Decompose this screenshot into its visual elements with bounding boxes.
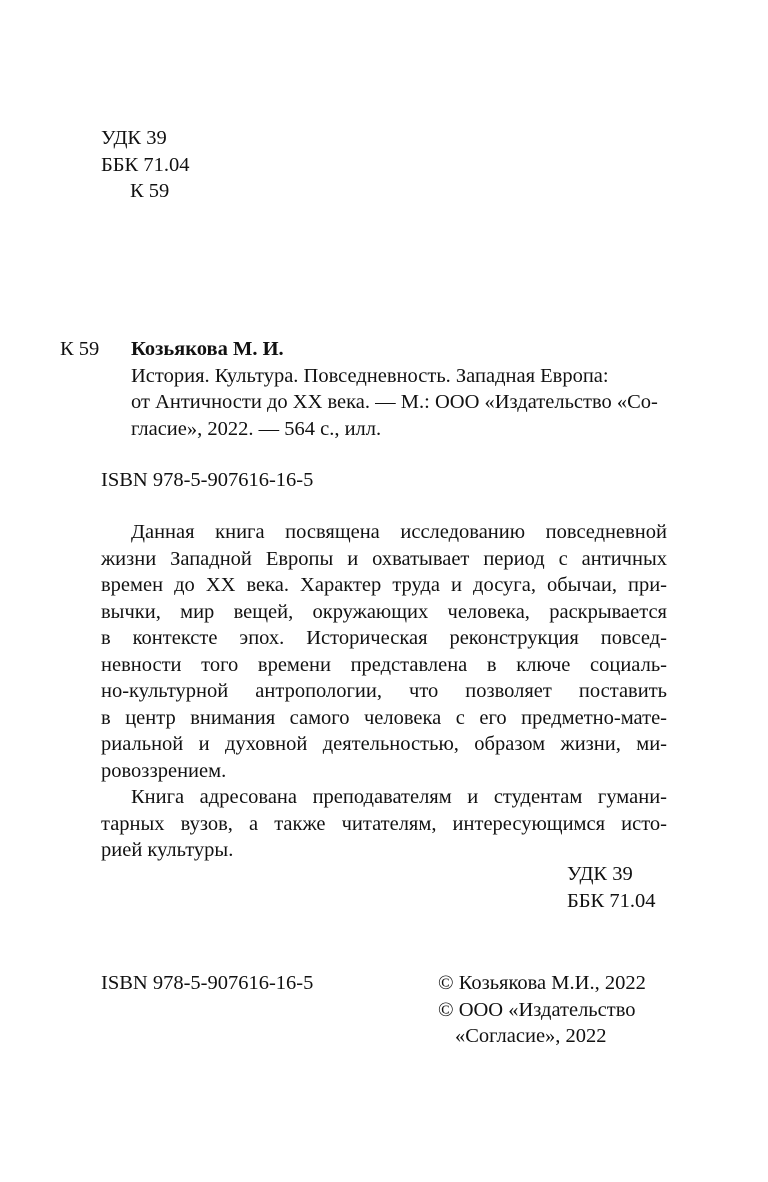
catalog-author-mark: К 59 — [60, 338, 100, 360]
copyright-publisher-cont: «Согласие», 2022 — [455, 1025, 607, 1047]
entry-line: гласие», 2022. — 564 с., илл. — [131, 417, 382, 440]
abstract-line: но-культурной антропологии, что позволяет поставить — [101, 680, 667, 702]
udk-code: УДК 39 — [101, 127, 167, 149]
abstract-line: ровоззрением. — [101, 759, 227, 782]
isbn-top: ISBN 978-5-907616-16-5 — [101, 469, 314, 491]
udk-code: УДК 39 — [567, 863, 633, 885]
entry-line: История. Культура. Повседневность. Западная Европа: — [131, 364, 609, 387]
abstract-line: в центр внимания самого человека с его предметно-мате- — [101, 706, 667, 729]
abstract-line: риальной и духовной деятельностью, образом жизни, ми- — [101, 733, 667, 755]
abstract-line: времен до XX века. Характер труда и досуга, обычаи, при- — [101, 574, 667, 596]
abstract-line: невности того времени представлена в ключе социаль- — [101, 653, 667, 676]
abstract-line: тарных вузов, а также читателям, интересующимся исто- — [101, 812, 667, 835]
catalog-entry — [131, 336, 667, 442]
bbk-code: ББК 71.04 — [567, 889, 656, 912]
abstract-line: Данная книга посвящена исследованию повседневной — [131, 521, 667, 543]
author-mark: К 59 — [130, 180, 170, 202]
abstract-line: жизни Западной Европы и охватывает период с античных — [101, 547, 667, 570]
author-name: Козьякова М. И. — [131, 338, 284, 360]
abstract-line: вычки, мир вещей, окружающих человека, раскрывается — [101, 600, 667, 623]
copyright-block — [438, 970, 646, 1050]
classification-codes-top — [101, 125, 189, 205]
bbk-code: ББК 71.04 — [101, 153, 190, 176]
abstract-line: Книга адресована преподавателям и студентам гумани- — [131, 786, 667, 808]
isbn-bottom: ISBN 978-5-907616-16-5 — [101, 972, 314, 994]
entry-line: от Античности до XX века. — М.: ООО «Издательство «Со- — [131, 391, 658, 413]
abstract-line: рией культуры. — [101, 839, 234, 861]
abstract — [101, 519, 667, 864]
copyright-author: © Козьякова М.И., 2022 — [438, 972, 646, 994]
abstract-line: в контексте эпох. Историческая реконструкция повсед- — [101, 627, 667, 649]
copyright-publisher: © ООО «Издательство — [438, 998, 636, 1021]
classification-codes-bottom — [567, 861, 655, 914]
